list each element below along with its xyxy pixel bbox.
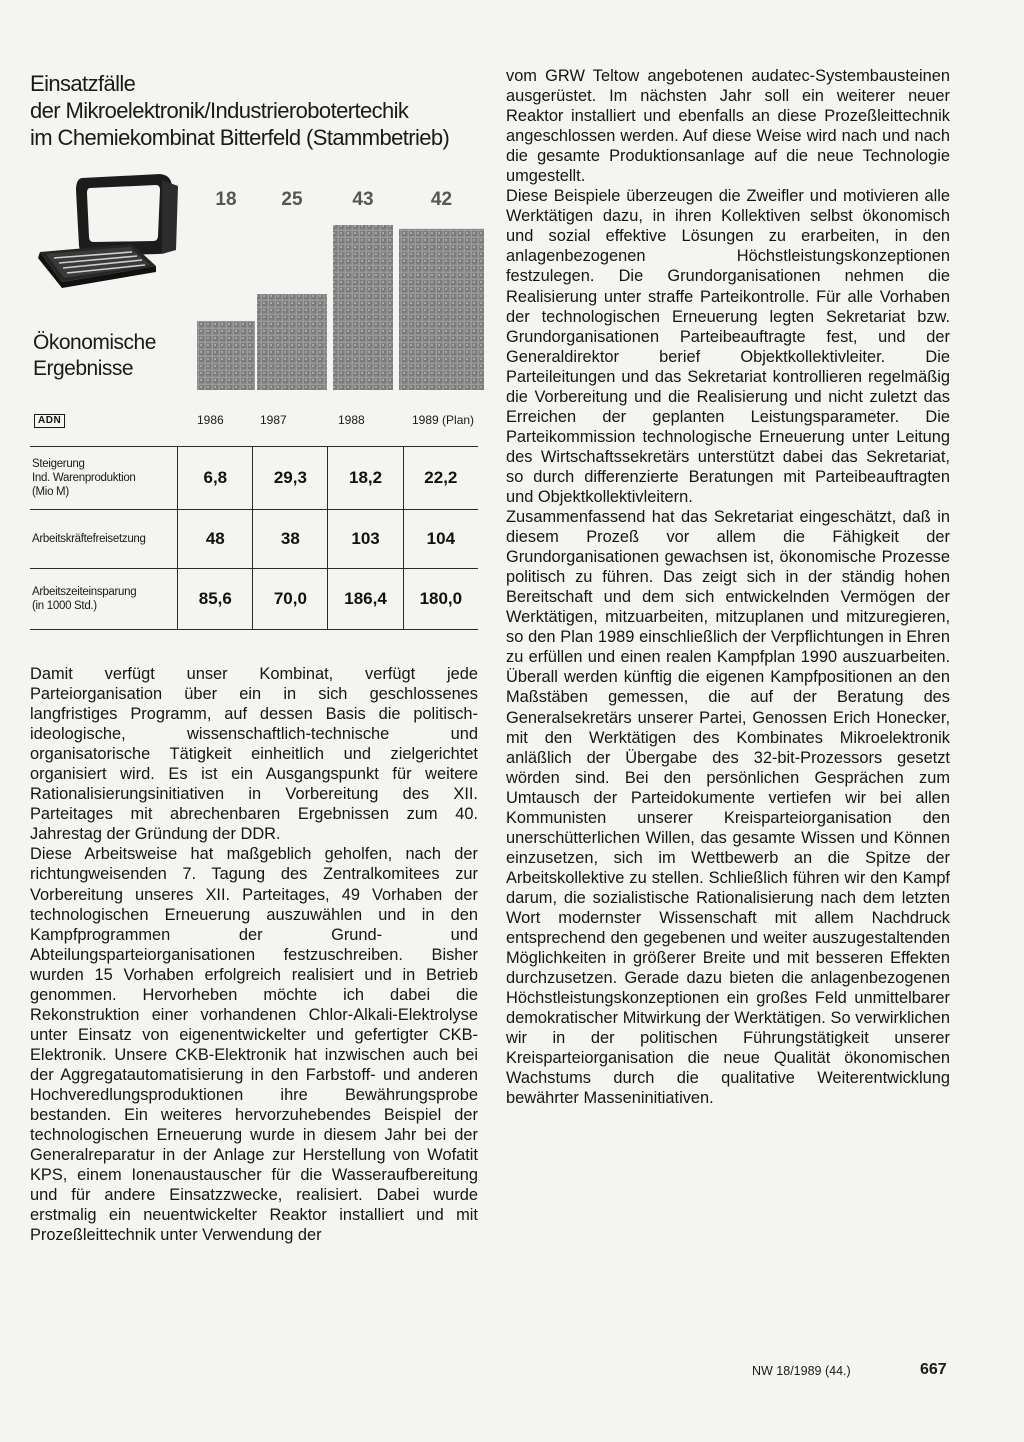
adn-credit-logo: ADN (34, 414, 65, 428)
table-cell: 48 (178, 510, 253, 569)
issue-reference: NW 18/1989 (44.) (752, 1364, 851, 1378)
table-cell: 180,0 (403, 569, 478, 630)
table-row (30, 510, 478, 569)
chart-bar (197, 321, 255, 390)
table-cell: 22,2 (403, 447, 478, 510)
table-cell: 29,3 (253, 447, 328, 510)
figure-title-line: der Mikroelektronik/Industrierobotertechik (30, 98, 409, 123)
data-label: 25 (281, 189, 303, 210)
x-tick-label: 1986 (197, 413, 224, 427)
row-label-line: (in 1000 Std.) (32, 600, 97, 612)
table-cell: 18,2 (328, 447, 403, 510)
figure-title-line: im Chemiekombinat Bitterfeld (Stammbetrieb) (30, 125, 450, 150)
x-tick-label: 1989 (Plan) (412, 413, 475, 427)
paragraph: vom GRW Teltow angebotenen audatec-Systembausteinen ausgerüstet. Im nächsten Jahr soll ein weiterer neuer Reaktor installiert und ebenfalls an diese Prozeßleittechnik angeschlossen werden. Auf diese Weise wird nach und nach die gesamte Produktionsanlage auf die neue Technologie umgestellt. (506, 67, 950, 186)
economic-results-label-line: Ergebnisse (33, 357, 134, 380)
row-label-line: (Mio M) (32, 486, 69, 498)
chart-bar (399, 229, 484, 390)
paragraph: Damit verfügt unser Kombinat, verfügt jede Parteiorganisation über ein in sich geschlossenes langfristiges Programm, auf dessen Basis die politisch-ideologische, wissenschaftlich-technische und organisatorische Tätigkeit einheitlich und zielgerichtet organisiert wird. Es ist ein Ausgangspunkt für weitere Rationalisierungsinitiativen in Vorbereitung des XII. Parteitages mit abrechenbaren Ergebnissen zum 40. Jahrestag der Gründung der DDR. (30, 665, 478, 844)
row-label-line: Ind. Warenproduktion (32, 472, 136, 484)
table-row (30, 569, 478, 630)
table-cell: 70,0 (253, 569, 328, 630)
paragraph: Diese Arbeitsweise hat maßgeblich geholfen, nach der richtungweisenden 7. Tagung des Zentralkomitees zur Vorbereitung unseres XII. Parteitages, 49 Vorhaben der technologischen Erneuerung auszuwählen und in den Kampfprogrammen der Grund- und Abteilungsparteiorganisationen festzuschreiben. Bisher wurden 15 Vorhaben erfolgreich realisiert und in Betrieb genommen. Hervorheben möchte ich dabei die Rekonstruktion einer vorhandenen Chlor-Alkali-Elektrolyse unter Einsatz von eigenentwickelter und gefertigter CKB-Elektronik. Unsere CKB-Elektronik hat inzwischen auch bei der Aggregatautomatisierung in den Farbstoff- und anderen Hochveredlungsproduktionen ihre Bewährungsprobe bestanden. Ein weiteres hervorzuhebendes Beispiel der technologischen Erneuerung wurde in diesem Jahr bei der Generalreparatur in der Anlage zur Herstellung von Wofatit KPS, einem Ionenaustauscher für die Wasseraufbereitung und für andere Einsatzzwecke, realisiert. Dabei wurde erstmalig ein neuentwickelter Reaktor installiert und mit Prozeßleittechnik unter Verwendung der (30, 845, 478, 1245)
data-label: 43 (352, 189, 374, 210)
chart-bar (333, 225, 393, 390)
table-cell: 186,4 (328, 569, 403, 630)
table-cell: 103 (328, 510, 403, 569)
data-label: 18 (215, 189, 237, 210)
row-label-line: Arbeitskräftefreisetzung (32, 533, 146, 545)
figure-title-line: Einsatzfälle (30, 71, 136, 96)
table-cell: 104 (403, 510, 478, 569)
right-text-column (506, 66, 950, 1108)
results-table (30, 446, 478, 630)
row-label (30, 569, 178, 630)
table-cell: 85,6 (178, 569, 253, 630)
row-label-line: Arbeitszeiteinsparung (32, 586, 137, 598)
left-text-column (30, 664, 478, 1245)
economic-results-label (33, 330, 183, 382)
figure-title (30, 70, 490, 151)
row-label-line: Steigerung (32, 458, 85, 470)
paragraph: Zusammenfassend hat das Sekretariat eingeschätzt, daß in diesem Prozeß vor allem die Fähigkeit der Grundorganisationen gewachsen ist, ökonomische Prozesse politisch zu führen. Das zeigt sich in der ständig hohen Bereitschaft und dem sich entwickelnden Vermögen der Werktätigen, mitzuarbeiten, mitzuplanen und mitzuregieren, so den Plan 1989 einschließlich der Verpflichtungen in Ehren zu erfüllen und einen realen Kampfplan 1990 auszuarbeiten. Überall werden künftig die eigenen Kampfpositionen an den Maßstäben gemessen, die auf der Beratung des Generalsekretärs unserer Partei, Genossen Erich Honecker, mit den Werktätigen des Kombinates Mikroelektronik anläßlich der Übergabe des 32-bit-Prozessors gesetzt wörden sind. Bei den persönlichen Gesprächen zum Umtausch der Parteidokumente vertiefen wir bei allen Kommunisten unserer Kreisparteiorganisation den unerschütterlichen Willen, das gesamte Wissen und Können einzusetzen, sich im Wettbewerb an die Spitze der Arbeitskollektive zu stellen. Schließlich führen wir den Kampf darum, die sozialistische Rationalisierung nach dem letzten Wort modernster Wissenschaft mit allem Nachdruck entsprechend den gegebenen und weiter auszugestaltenden Möglichkeiten in größerer Breite und mit besseren Effekten durchzusetzen. Gerade dazu bieten die anlagenbezogenen Höchstleistungskonzeptionen ein großes Feld unmittelbarer demokratischer Mitwirkung der Werktätigen. So verwirklichen wir in der politischen Führungstätigkeit unserer Kreisparteiorganisation die neue Qualität ökonomischen Wachstums durch die qualitative Weiterentwicklung bewährter Masseninitiativen. (506, 508, 950, 1108)
chart-bar (257, 294, 327, 390)
bar-chart (185, 175, 485, 400)
data-label: 42 (430, 189, 453, 210)
paragraph: Diese Beispiele überzeugen die Zweifler und motivieren alle Werktätigen dazu, in ihren Kollektiven selbst ökonomisch und sozial effektive Lösungen zu erarbeiten, in den anlagenbezogenen Höchstleistungskonzeptionen festzulegen. Die Grundorganisationen nehmen die Realisierung unter straffe Parteikontrolle. Für alle Vorhaben der technologischen Erneuerung legten Sekretariat bzw. Grundorganisationen Parteibeauftragte fest, und der Generaldirektor berief Objektkollektivleiter. Die Parteileitungen und das Sekretariat kontrollieren regelmäßig die Vorbereitung und die Realisierung und nicht zuletzt das Erreichen der geplanten Leistungsparameter. Die Parteikommission technologische Erneuerung unter Leitung des Wirtschaftssekretärs unterstützt dabei das Sekretariat, so durch differenzierte Beratungen mit Parteibeauftragten und Objektkollektivleitern. (506, 187, 950, 506)
x-tick-label: 1987 (260, 413, 287, 427)
economic-results-label-line: Ökonomische (33, 331, 156, 354)
table-row (30, 447, 478, 510)
computer-terminal-icon (32, 170, 182, 300)
row-label (30, 510, 178, 569)
page-number: 667 (920, 1361, 947, 1378)
table-cell: 38 (253, 510, 328, 569)
row-label (30, 447, 178, 510)
x-tick-label: 1988 (338, 413, 365, 427)
table-cell: 6,8 (178, 447, 253, 510)
